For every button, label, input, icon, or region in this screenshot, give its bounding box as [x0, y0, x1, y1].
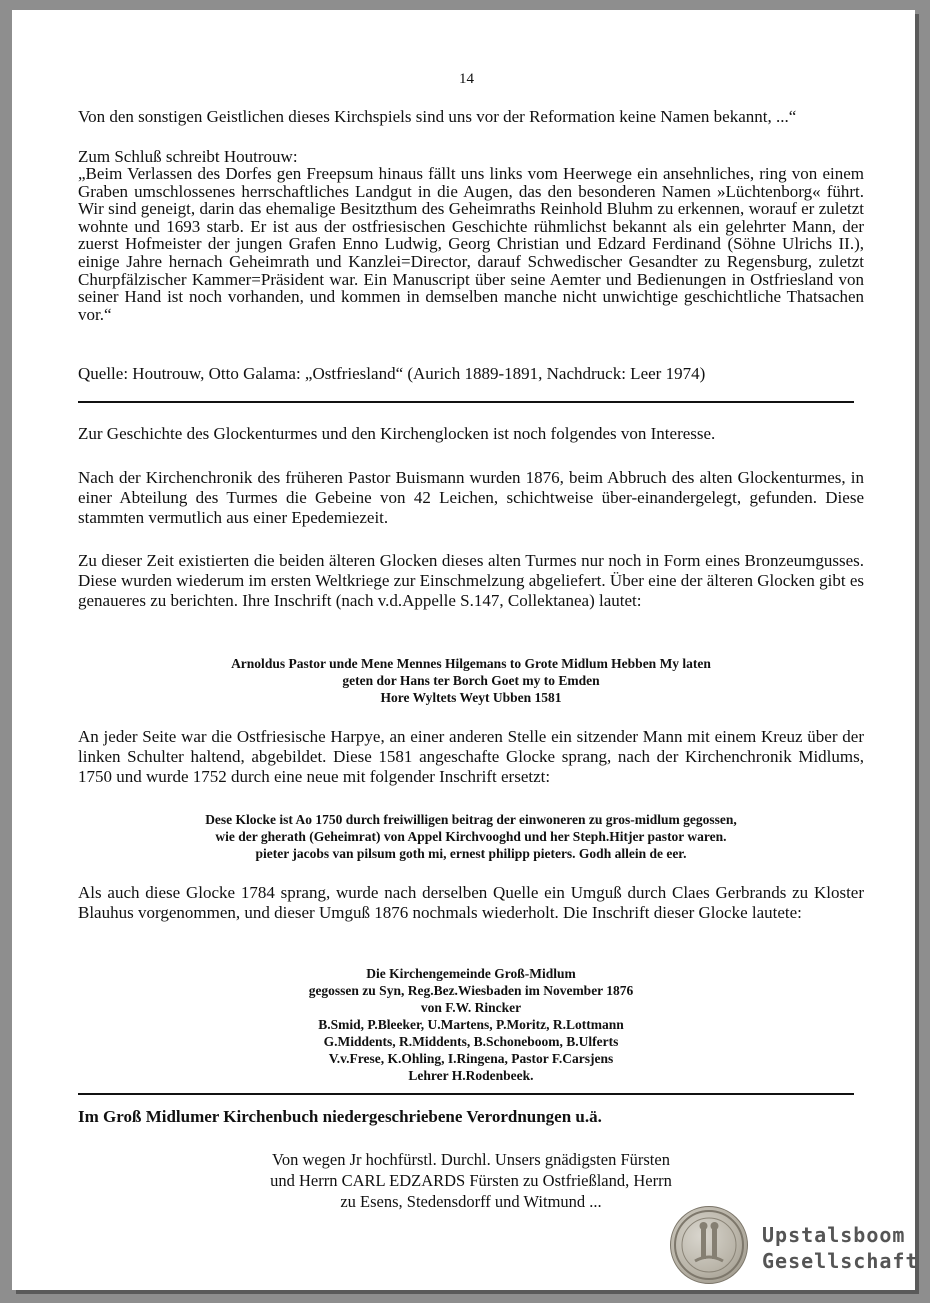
inscription-1876-line: Die Kirchengemeinde Groß-Midlum	[366, 966, 576, 981]
inscription-1876-line: gegossen zu Syn, Reg.Bez.Wiesbaden im November 1876	[308, 983, 634, 998]
inscription-1750-line: Dese Klocke ist Ao 1750 durch freiwilligen beitrag der einwoneren zu gros-midlum gegossen,	[205, 812, 737, 827]
kirchenchronik-paragraph: Nach der Kirchenchronik des früheren Pastor Buismann wurden 1876, beim Abbruch des alten Glockenturmes, in einer Abteilung des Turmes die Gebeine von 42 Leichen, schichtweise über-einandergelegt, gefunden. Diese stammten vermutlich aus einer Epedemiezeit.	[78, 468, 864, 527]
inscription-1876-line: V.v.Frese, K.Ohling, I.Ringena, Pastor F.Carsjens	[328, 1051, 614, 1066]
quote-intro: Zum Schluß schreibt Houtrouw:	[78, 147, 298, 166]
decree-text	[78, 1149, 864, 1212]
glocken-intro-paragraph: Zur Geschichte des Glockenturmes und den Kirchenglocken ist noch folgendes von Interesse.	[78, 424, 716, 443]
decree-line: und Herrn CARL EDZARDS Fürsten zu Ostfrießland, Herrn	[270, 1171, 672, 1190]
inscription-1876-line: B.Smid, P.Bleeker, U.Martens, P.Moritz, R.Lottmann	[318, 1017, 624, 1032]
inscription-1581-line: Arnoldus Pastor unde Mene Mennes Hilgemans to Grote Midlum Hebben My laten	[231, 656, 711, 671]
umguss-paragraph: Als auch diese Glocke 1784 sprang, wurde nach derselben Quelle ein Umguß durch Claes Gerbrands zu Kloster Blauhus vorgenommen, und dieser Umguß 1876 nochmals wiederholt. Die Inschrift dieser Glocke lautete:	[78, 883, 864, 922]
source-citation: Quelle: Houtrouw, Otto Galama: „Ostfriesland“ (Aurich 1889-1891, Nachdruck: Leer 1974)	[78, 364, 706, 383]
decree-line: Von wegen Jr hochfürstl. Durchl. Unsers gnädigsten Fürsten	[272, 1150, 670, 1169]
logo-line-2: Gesellschaft	[762, 1249, 919, 1273]
inscription-1750	[78, 811, 864, 862]
intro-paragraph: Von den sonstigen Geistlichen dieses Kirchspiels sind uns vor der Reformation keine Namen bekannt, ...“	[78, 107, 797, 126]
harpye-paragraph: An jeder Seite war die Ostfriesische Harpye, an einer anderen Stelle ein sitzender Mann mit einem Kreuz über der linken Schulter haltend, abgebildet. Diese 1581 angeschafte Glocke sprang, nach der Kirchenchronik Midlums, 1750 und wurde 1752 durch eine neue mit folgender Inschrift ersetzt:	[78, 727, 864, 786]
inscription-1581	[78, 655, 864, 706]
decree-line: zu Esens, Stedensdorff und Witmund ...	[340, 1192, 602, 1211]
section-divider-2	[78, 1093, 854, 1095]
inscription-1581-line: Hore Wyltets Weyt Ubben 1581	[380, 690, 562, 705]
inscription-1876-line: von F.W. Rincker	[420, 1000, 522, 1015]
document-page	[12, 10, 919, 1290]
society-logo-text	[762, 1222, 919, 1274]
bronzeumguss-paragraph: Zu dieser Zeit existierten die beiden älteren Glocken dieses alten Turmes nur noch in Form eines Bronzeumgusses. Diese wurden wiederum im ersten Weltkriege zur Einschmelzung abgeliefert. Über eine der älteren Glocken gibt es genaueres zu berichten. Ihre Inschrift (nach v.d.Appelle S.147, Collektanea) lautet:	[78, 551, 864, 610]
inscription-1876	[78, 965, 864, 1084]
inscription-1876-line: Lehrer H.Rodenbeek.	[408, 1068, 534, 1083]
section-divider-1	[78, 401, 854, 403]
inscription-1581-line: geten dor Hans ter Borch Goet my to Emden	[342, 673, 600, 688]
houtrouw-quote: „Beim Verlassen des Dorfes gen Freepsum hinaus fällt uns links vom Heerwege ein ansehnliches, ring von einem Graben umschlossenes herrschaftliches Landgut in die Augen, das den besonderen Namen »Lüchtenborg« führt. Wir sind geneigt, darin das ehemalige Besitzthum des Geheimraths Reinhold Bluhm zu erkennen, worauf er zuletzt wohnte und 1693 starb. Er ist aus der ostfriesischen Geschichte rühmlichst bekannt als ein gelehrter Mann, der zuerst Hofmeister der jungen Grafen Enno Ludwig, Georg Christian und Edzard Ferdinand (Söhne Ulrichs II.), einige Jahre hernach Geheimrath und Kanzlei=Director, darauf Schwedischer Gesandter zu Regensburg, zuletzt Churpfälzischer Kammer=Präsident war. Ein Manuscript über seine Aemter und Bedienungen in Ostfriesland von seiner Hand ist noch vorhanden, und kommen in demselben manche nicht unwichtige geschichtliche Thatsachen vor.“	[78, 164, 864, 324]
logo-line-1: Upstalsboom	[762, 1223, 906, 1247]
page-number: 14	[459, 71, 474, 87]
inscription-1750-line: wie der gherath (Geheimrat) von Appel Kirchvooghd und her Steph.Hitjer pastor waren.	[215, 829, 727, 844]
section-heading: Im Groß Midlumer Kirchenbuch niedergeschriebene Verordnungen u.ä.	[78, 1107, 602, 1126]
society-seal-icon	[670, 1206, 748, 1284]
inscription-1750-line: pieter jacobs van pilsum goth mi, ernest philipp pieters. Godh allein de eer.	[255, 846, 687, 861]
inscription-1876-line: G.Middents, R.Middents, B.Schoneboom, B.Ulferts	[323, 1034, 619, 1049]
